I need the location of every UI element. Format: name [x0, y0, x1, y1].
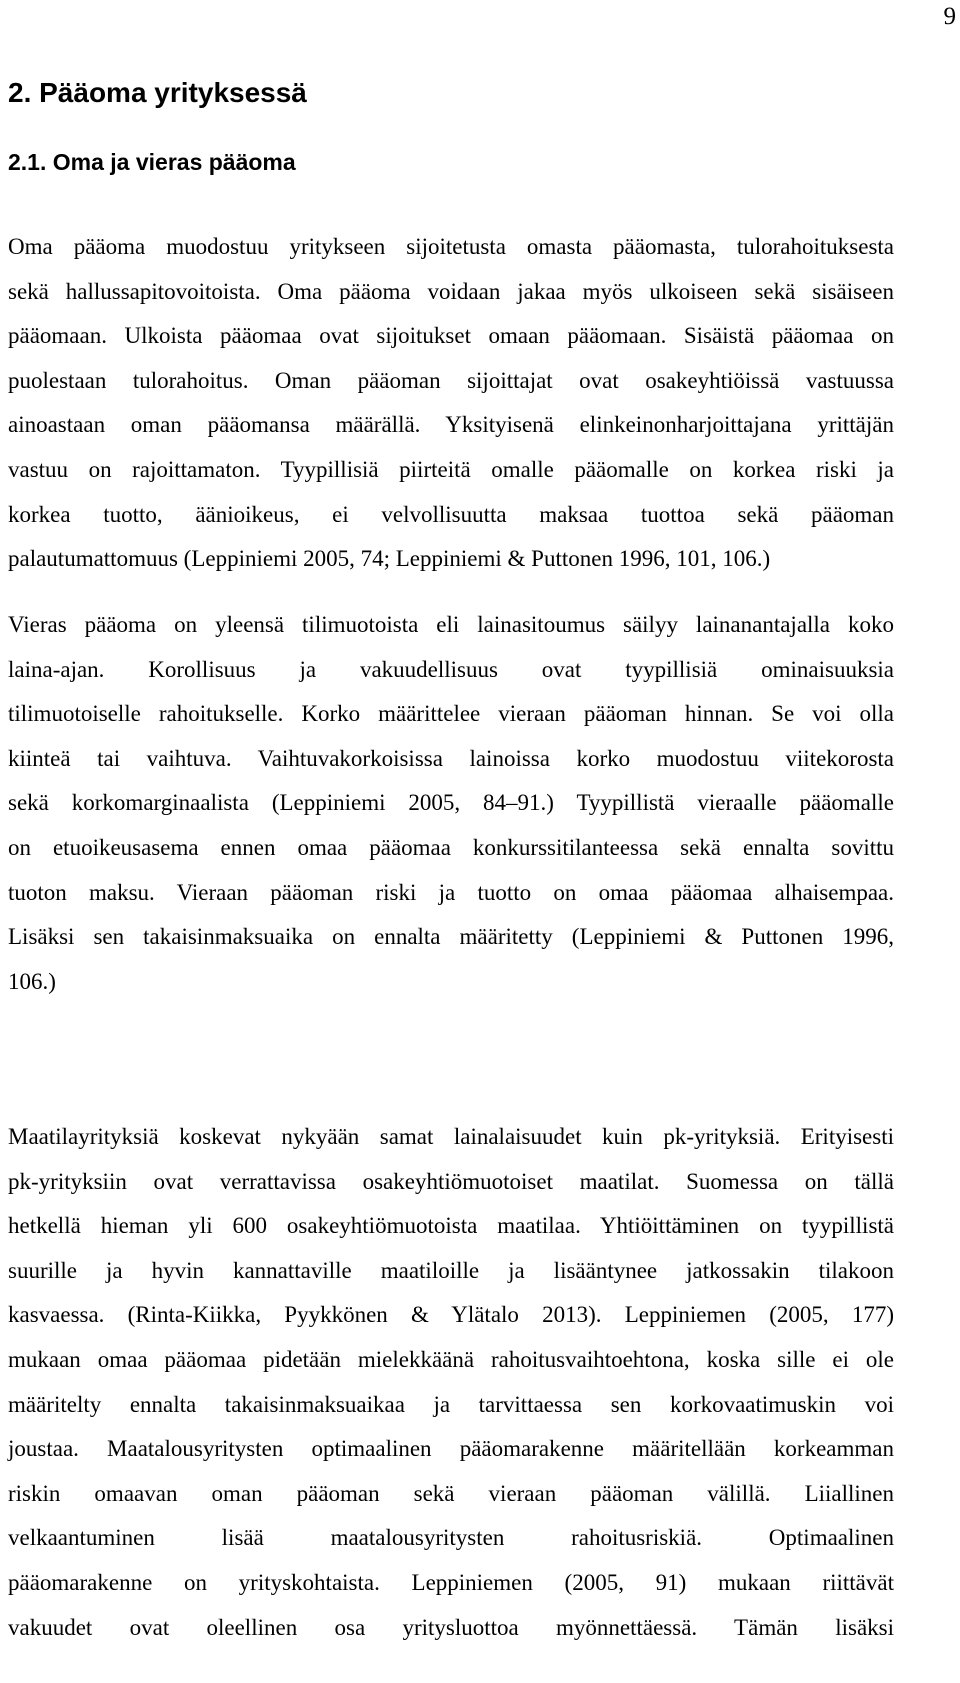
- text-line: kiinteä tai vaihtuva. Vaihtuvakorkoisissa lainoissa korko muodostuu viitekorosta: [8, 745, 894, 771]
- text-line: pääomaan. Ulkoista pääomaa ovat sijoitukset omaan pääomaan. Sisäistä pääomaa on: [8, 323, 894, 349]
- text-line: velkaantuminen lisää maatalousyritysten rahoitusriskiä. Optimaalinen: [8, 1525, 894, 1551]
- text-line: puolestaan tulorahoitus. Oman pääoman sijoittajat ovat osakeyhtiöissä vastuussa: [8, 367, 894, 393]
- text-line: tilimuotoiselle rahoitukselle. Korko määrittelee vieraan pääoman hinnan. Se voi olla: [8, 701, 894, 727]
- text-line: vastuu on rajoittamaton. Tyypillisiä piirteitä omalle pääomalle on korkea riski ja: [8, 456, 894, 482]
- subsection-heading: 2.1. Oma ja vieras pääoma: [8, 149, 296, 175]
- text-line: suurille ja hyvin kannattaville maatiloille ja lisääntynee jatkossakin tilakoon: [8, 1257, 894, 1283]
- paragraph-farm-businesses: [8, 1115, 894, 1650]
- text-line: palautumattomuus (Leppiniemi 2005, 74; Leppiniemi & Puttonen 1996, 101, 106.): [8, 546, 771, 572]
- text-line: sekä hallussapitovoitoista. Oma pääoma voidaan jakaa myös ulkoiseen sekä sisäiseen: [8, 278, 894, 304]
- text-line: sekä korkomarginaalista (Leppiniemi 2005, 84–91.) Tyypillistä vieraalle pääomalle: [8, 790, 894, 816]
- paragraph-debt-capital: [8, 603, 894, 1004]
- text-line: kasvaessa. (Rinta-Kiikka, Pyykkönen & Ylätalo 2013). Leppiniemen (2005, 177): [8, 1302, 894, 1328]
- text-line: on etuoikeusasema ennen omaa pääomaa konkurssitilanteessa sekä ennalta sovittu: [8, 834, 894, 860]
- text-line: Maatilayrityksiä koskevat nykyään samat lainalaisuudet kuin pk-yrityksiä. Erityisesti: [8, 1124, 894, 1149]
- text-line: riskin omaavan oman pääoman sekä vieraan pääoman välillä. Liiallinen: [8, 1480, 894, 1506]
- text-line: 106.): [8, 968, 56, 994]
- text-line: tuoton maksu. Vieraan pääoman riski ja tuotto on omaa pääomaa alhaisempaa.: [8, 879, 894, 905]
- text-line: joustaa. Maatalousyritysten optimaalinen pääomarakenne määritellään korkeamman: [8, 1436, 894, 1462]
- text-line: ainoastaan oman pääomansa määrällä. Yksityisenä elinkeinonharjoittajana yrittäjän: [8, 412, 894, 438]
- page-number: 9: [943, 3, 956, 30]
- text-line: pk-yrityksiin ovat verrattavissa osakeyhtiömuotoiset maatilat. Suomessa on tällä: [8, 1168, 894, 1194]
- text-line: Lisäksi sen takaisinmaksuaika on ennalta määritetty (Leppiniemi & Puttonen 1996,: [8, 924, 894, 950]
- text-line: korkea tuotto, äänioikeus, ei velvollisuutta maksaa tuottoa sekä pääoman: [8, 501, 894, 527]
- text-line: vakuudet ovat oleellinen osa yritysluottoa myönnettäessä. Tämän lisäksi: [8, 1614, 894, 1640]
- text-line: Vieras pääoma on yleensä tilimuotoista eli lainasitoumus säilyy lainanantajalla koko: [8, 612, 894, 637]
- section-heading: 2. Pääoma yrityksessä: [8, 77, 307, 108]
- text-line: Oma pääoma muodostuu yritykseen sijoitetusta omasta pääomasta, tulorahoituksesta: [8, 234, 894, 259]
- text-line: laina-ajan. Korollisuus ja vakuudellisuus ovat tyypillisiä ominaisuuksia: [8, 656, 894, 682]
- paragraph-own-capital: [8, 225, 894, 582]
- text-line: hetkellä hieman yli 600 osakeyhtiömuotoista maatilaa. Yhtiöittäminen on tyypillistä: [8, 1213, 894, 1239]
- text-line: määritelty ennalta takaisinmaksuaikaa ja tarvittaessa sen korkovaatimuskin voi: [8, 1391, 894, 1417]
- text-line: pääomarakenne on yrityskohtaista. Leppiniemen (2005, 91) mukaan riittävät: [8, 1569, 894, 1595]
- text-line: mukaan omaa pääomaa pidetään mielekkäänä rahoitusvaihtoehtona, koska sille ei ole: [8, 1346, 894, 1372]
